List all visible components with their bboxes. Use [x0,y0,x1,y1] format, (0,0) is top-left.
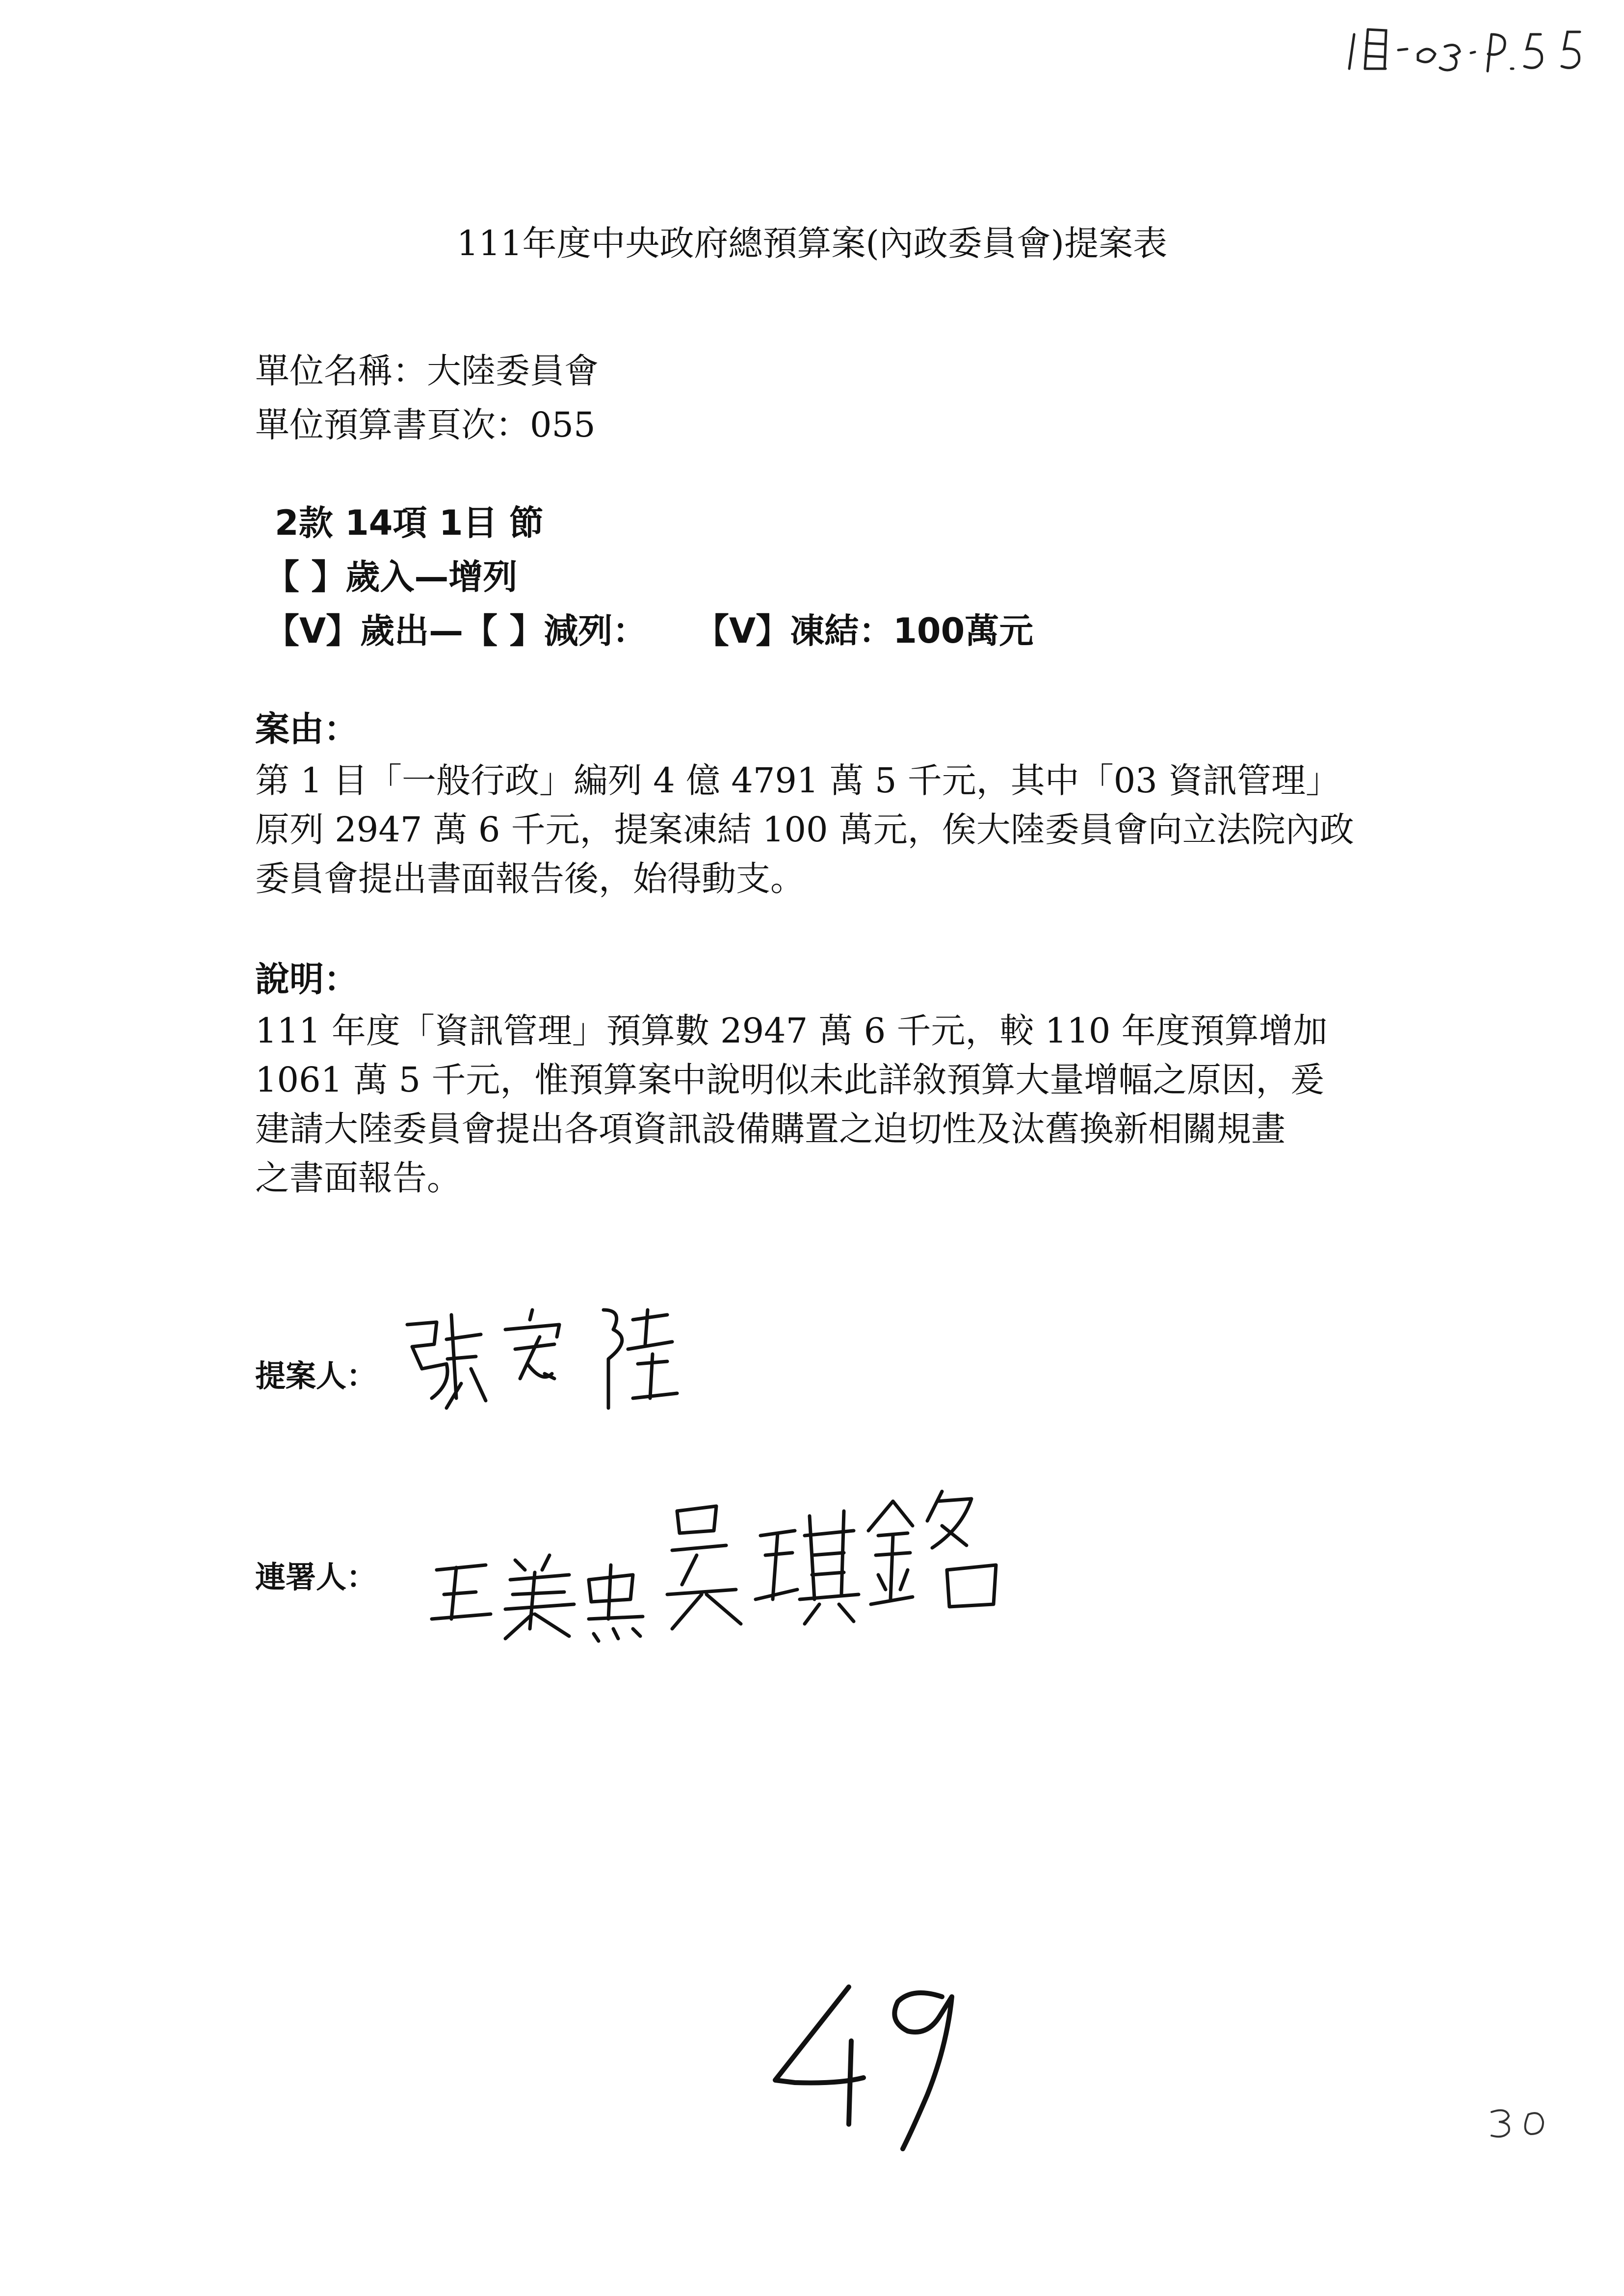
reason-heading: 案由： [255,709,358,749]
corner-number [1487,2105,1555,2146]
revenue-line: 【 】歲入—增列 [265,557,518,597]
expenditure-line: 【V】歲出—【 】減列： 【V】凍結：100萬元 [265,611,1034,651]
corner-handwritten-note [1344,20,1609,80]
description-line: 1061 萬 5 千元，惟預算案中說明似未此詳敘預算大量增幅之原因，爰 [255,1060,1325,1100]
proposer-signature [393,1295,697,1423]
reason-line: 委員會提出書面報告後，始得動支。 [255,859,805,899]
document-title: 111年度中央政府總預算案(內政委員會)提案表 [456,223,1168,263]
description-line: 之書面報告。 [255,1158,461,1198]
cosigner-label: 連署人： [255,1559,377,1595]
description-line: 建請大陸委員會提出各項資訊設備購置之迫切性及汰舊換新相關規畫 [255,1109,1285,1149]
corner-number-drawing [1487,2105,1555,2144]
description-heading: 說明： [255,959,358,999]
proposer-label: 提案人： [255,1358,377,1394]
reason-line: 第 1 目「一般行政」編列 4 億 4791 萬 5 千元，其中「03 資訊管理」 [255,760,1340,801]
handwritten-page-number [765,1967,971,2166]
unit-name-line: 單位名稱：大陸委員會 [255,351,599,391]
page-number-drawing [765,1967,971,2164]
cosigner-signatures [422,1472,1030,1648]
corner-note-drawing [1344,20,1609,78]
budget-page-line: 單位預算書頁次：055 [255,405,596,445]
budget-section-line: 2款 14項 1目 節 [275,503,544,543]
description-line: 111 年度「資訊管理」預算數 2947 萬 6 千元，較 110 年度預算增加 [255,1011,1328,1051]
reason-line: 原列 2947 萬 6 千元，提案凍結 100 萬元，俟大陸委員會向立法院內政 [255,809,1354,850]
